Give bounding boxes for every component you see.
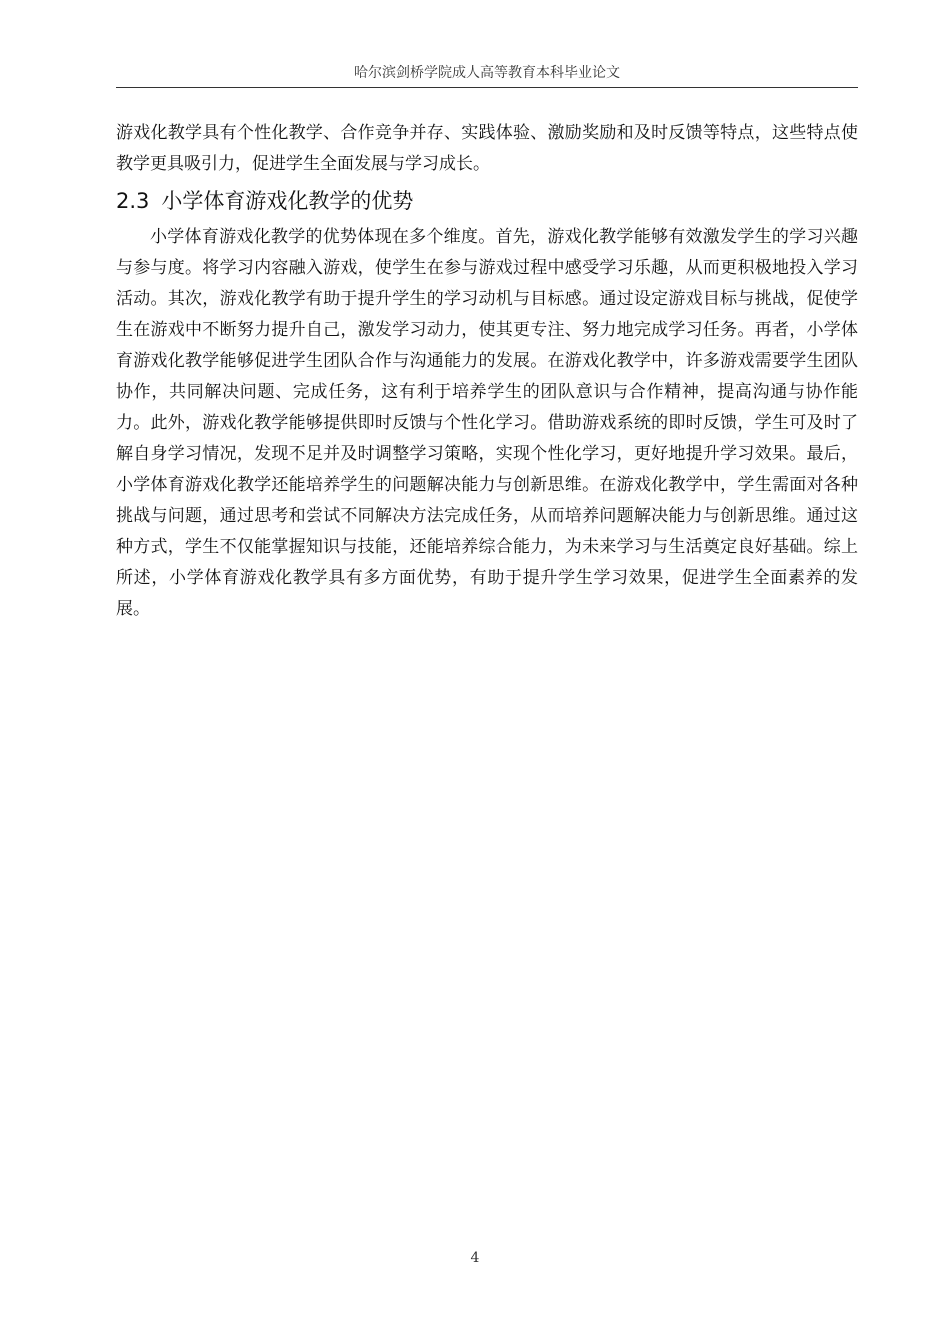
document-body (116, 118, 858, 625)
page-number: 4 (470, 1250, 480, 1266)
section-paragraph: 小学体育游戏化教学的优势体现在多个维度。首先，游戏化教学能够有效激发学生的学习兴趣与参与度。将学习内容融入游戏，使学生在参与游戏过程中感受学习乐趣，从而更积极地投入学习活动。其次，游戏化教学有助于提升学生的学习动机与目标感。通过设定游戏目标与挑战，促使学生在游戏中不断努力提升自己，激发学习动力，使其更专注、努力地完成学习任务。再者，小学体育游戏化教学能够促进学生团队合作与沟通能力的发展。在游戏化教学中，许多游戏需要学生团队协作，共同解决问题、完成任务，这有利于培养学生的团队意识与合作精神，提高沟通与协作能力。此外，游戏化教学能够提供即时反馈与个性化学习。借助游戏系统的即时反馈，学生可及时了解自身学习情况，发现不足并及时调整学习策略，实现个性化学习，更好地提升学习效果。最后，小学体育游戏化教学还能培养学生的问题解决能力与创新思维。在游戏化教学中，学生需面对各种挑战与问题，通过思考和尝试不同解决方法完成任务，从而培养问题解决能力与创新思维。通过这种方式，学生不仅能掌握知识与技能，还能培养综合能力，为未来学习与生活奠定良好基础。综上所述，小学体育游戏化教学具有多方面优势，有助于提升学生学习效果，促进学生全面素养的发展。 (116, 227, 858, 619)
intro-paragraph: 游戏化教学具有个性化教学、合作竞争并存、实践体验、激励奖励和及时反馈等特点，这些特点使教学更具吸引力，促进学生全面发展与学习成长。 (116, 123, 858, 174)
section-title: 小学体育游戏化教学的优势 (161, 189, 414, 213)
header-title: 哈尔滨剑桥学院成人高等教育本科毕业论文 (354, 65, 620, 81)
section-number: 2.3 (116, 189, 150, 213)
section-heading (116, 186, 858, 216)
page-header (116, 64, 858, 88)
